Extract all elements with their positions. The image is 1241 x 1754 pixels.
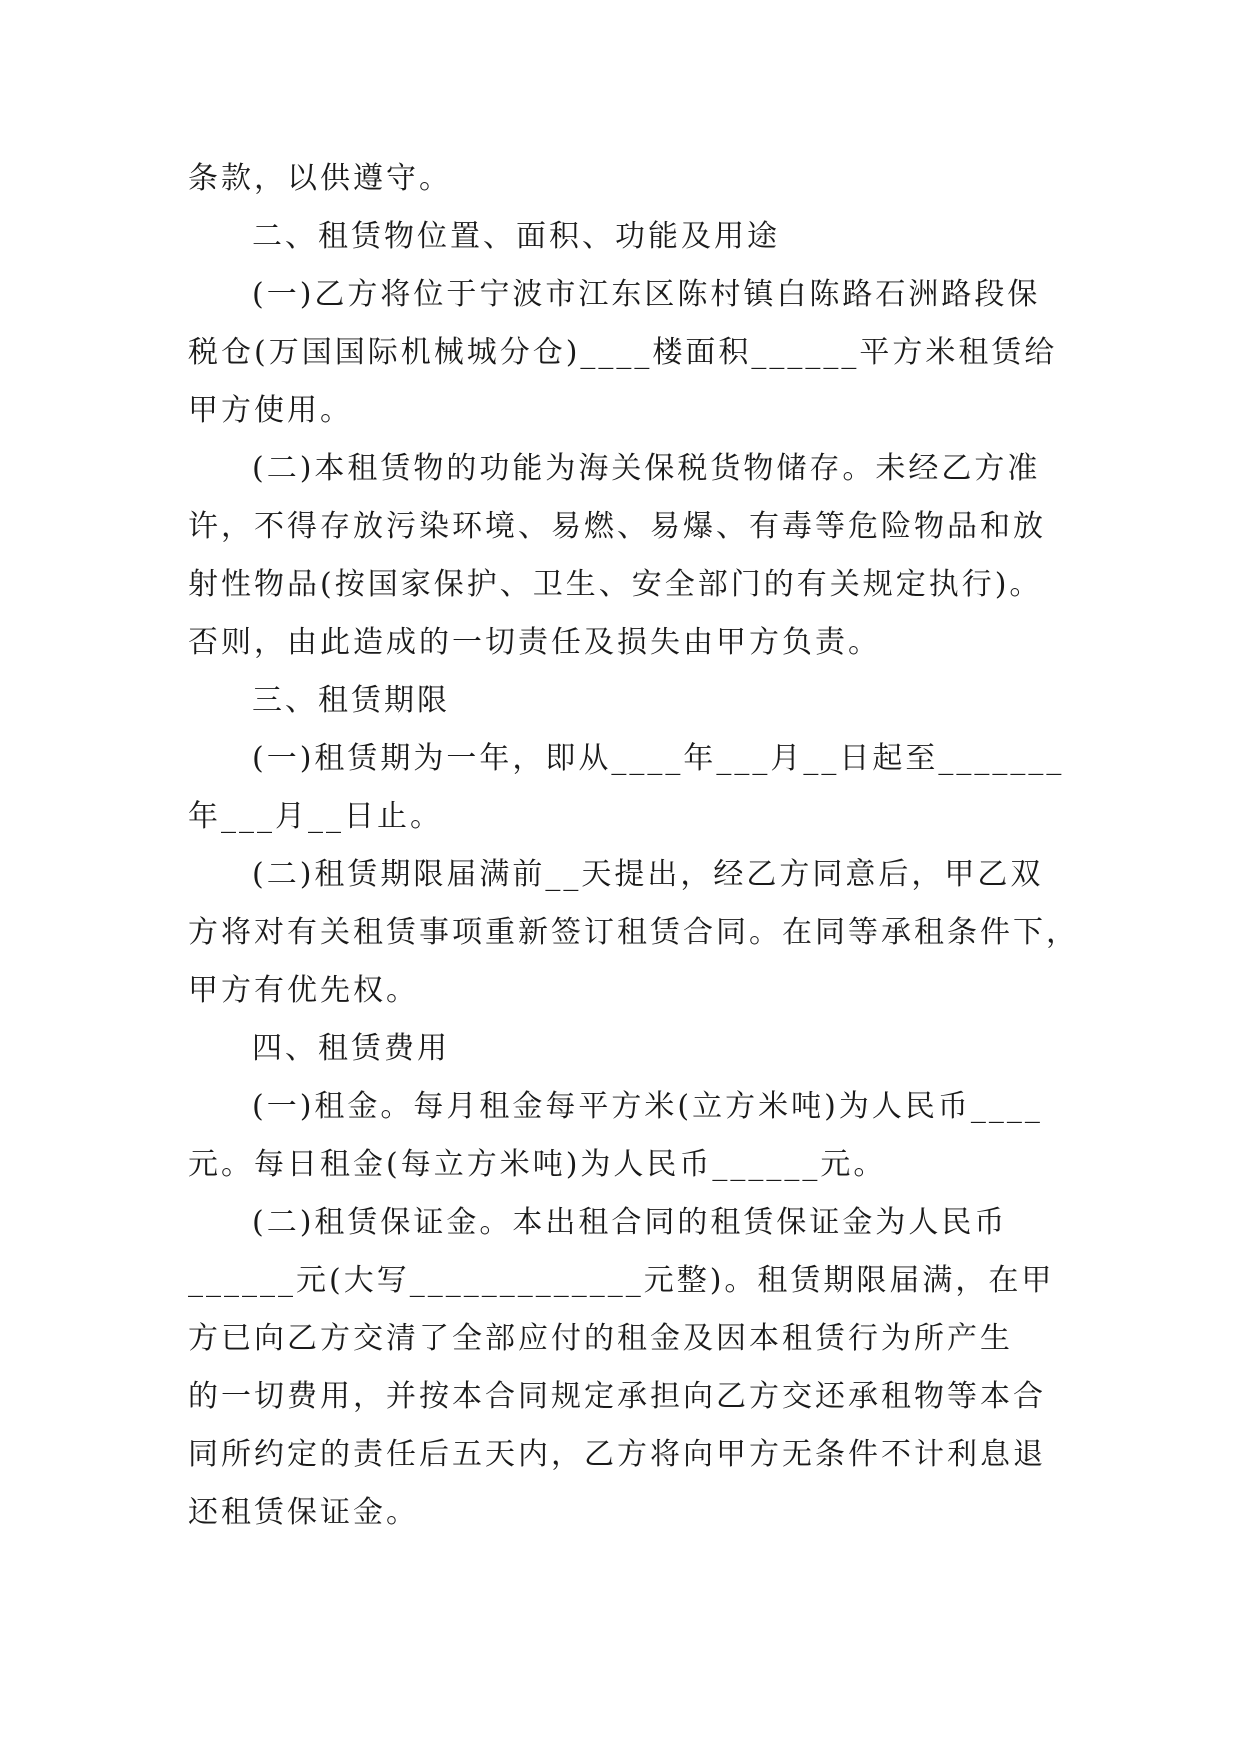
text-line: (二)租赁期限届满前__天提出，经乙方同意后，甲乙双 bbox=[252, 857, 1044, 892]
text-line: (二)租赁保证金。本出租合同的租赁保证金为人民币 bbox=[252, 1205, 1008, 1240]
section-heading-3: 三、租赁期限 bbox=[252, 683, 450, 718]
text-line: (一)租赁期为一年，即从____年___月__日起至_______ bbox=[252, 741, 1065, 776]
text-line: 条款，以供遵守。 bbox=[188, 161, 452, 196]
text-line: 年___月__日止。 bbox=[188, 799, 443, 834]
text-line: (二)本租赁物的功能为海关保税货物储存。未经乙方准 bbox=[252, 451, 1041, 486]
text-line: 税仓(万国国际机械城分仓)____楼面积______平方米租赁给 bbox=[188, 335, 1058, 370]
text-line: 元。每日租金(每立方米吨)为人民币______元。 bbox=[188, 1147, 887, 1182]
text-line: 许，不得存放污染环境、易燃、易爆、有毒等危险物品和放 bbox=[188, 509, 1046, 544]
text-line: 射性物品(按国家保护、卫生、安全部门的有关规定执行)。 bbox=[188, 567, 1043, 602]
text-line: 甲方有优先权。 bbox=[188, 973, 419, 1008]
document-body bbox=[188, 150, 1079, 1542]
text-line: 甲方使用。 bbox=[188, 393, 353, 428]
text-line: 的一切费用，并按本合同规定承担向乙方交还承租物等本合 bbox=[188, 1379, 1046, 1414]
text-line: 方已向乙方交清了全部应付的租金及因本租赁行为所产生 bbox=[188, 1321, 1013, 1356]
text-line: 方将对有关租赁事项重新签订租赁合同。在同等承租条件下， bbox=[188, 915, 1079, 950]
text-line: 同所约定的责任后五天内，乙方将向甲方无条件不计利息退 bbox=[188, 1437, 1046, 1472]
text-line: (一)租金。每月租金每平方米(立方米吨)为人民币____ bbox=[252, 1089, 1043, 1124]
text-line: ______元(大写_____________元整)。租赁期限届满，在甲 bbox=[188, 1263, 1055, 1298]
text-line: (一)乙方将位于宁波市江东区陈村镇白陈路石洲路段保 bbox=[252, 277, 1041, 312]
section-heading-4: 四、租赁费用 bbox=[252, 1031, 450, 1066]
text-line: 还租赁保证金。 bbox=[188, 1495, 419, 1530]
section-heading-2: 二、租赁物位置、面积、功能及用途 bbox=[252, 219, 780, 254]
text-line: 否则，由此造成的一切责任及损失由甲方负责。 bbox=[188, 625, 881, 660]
